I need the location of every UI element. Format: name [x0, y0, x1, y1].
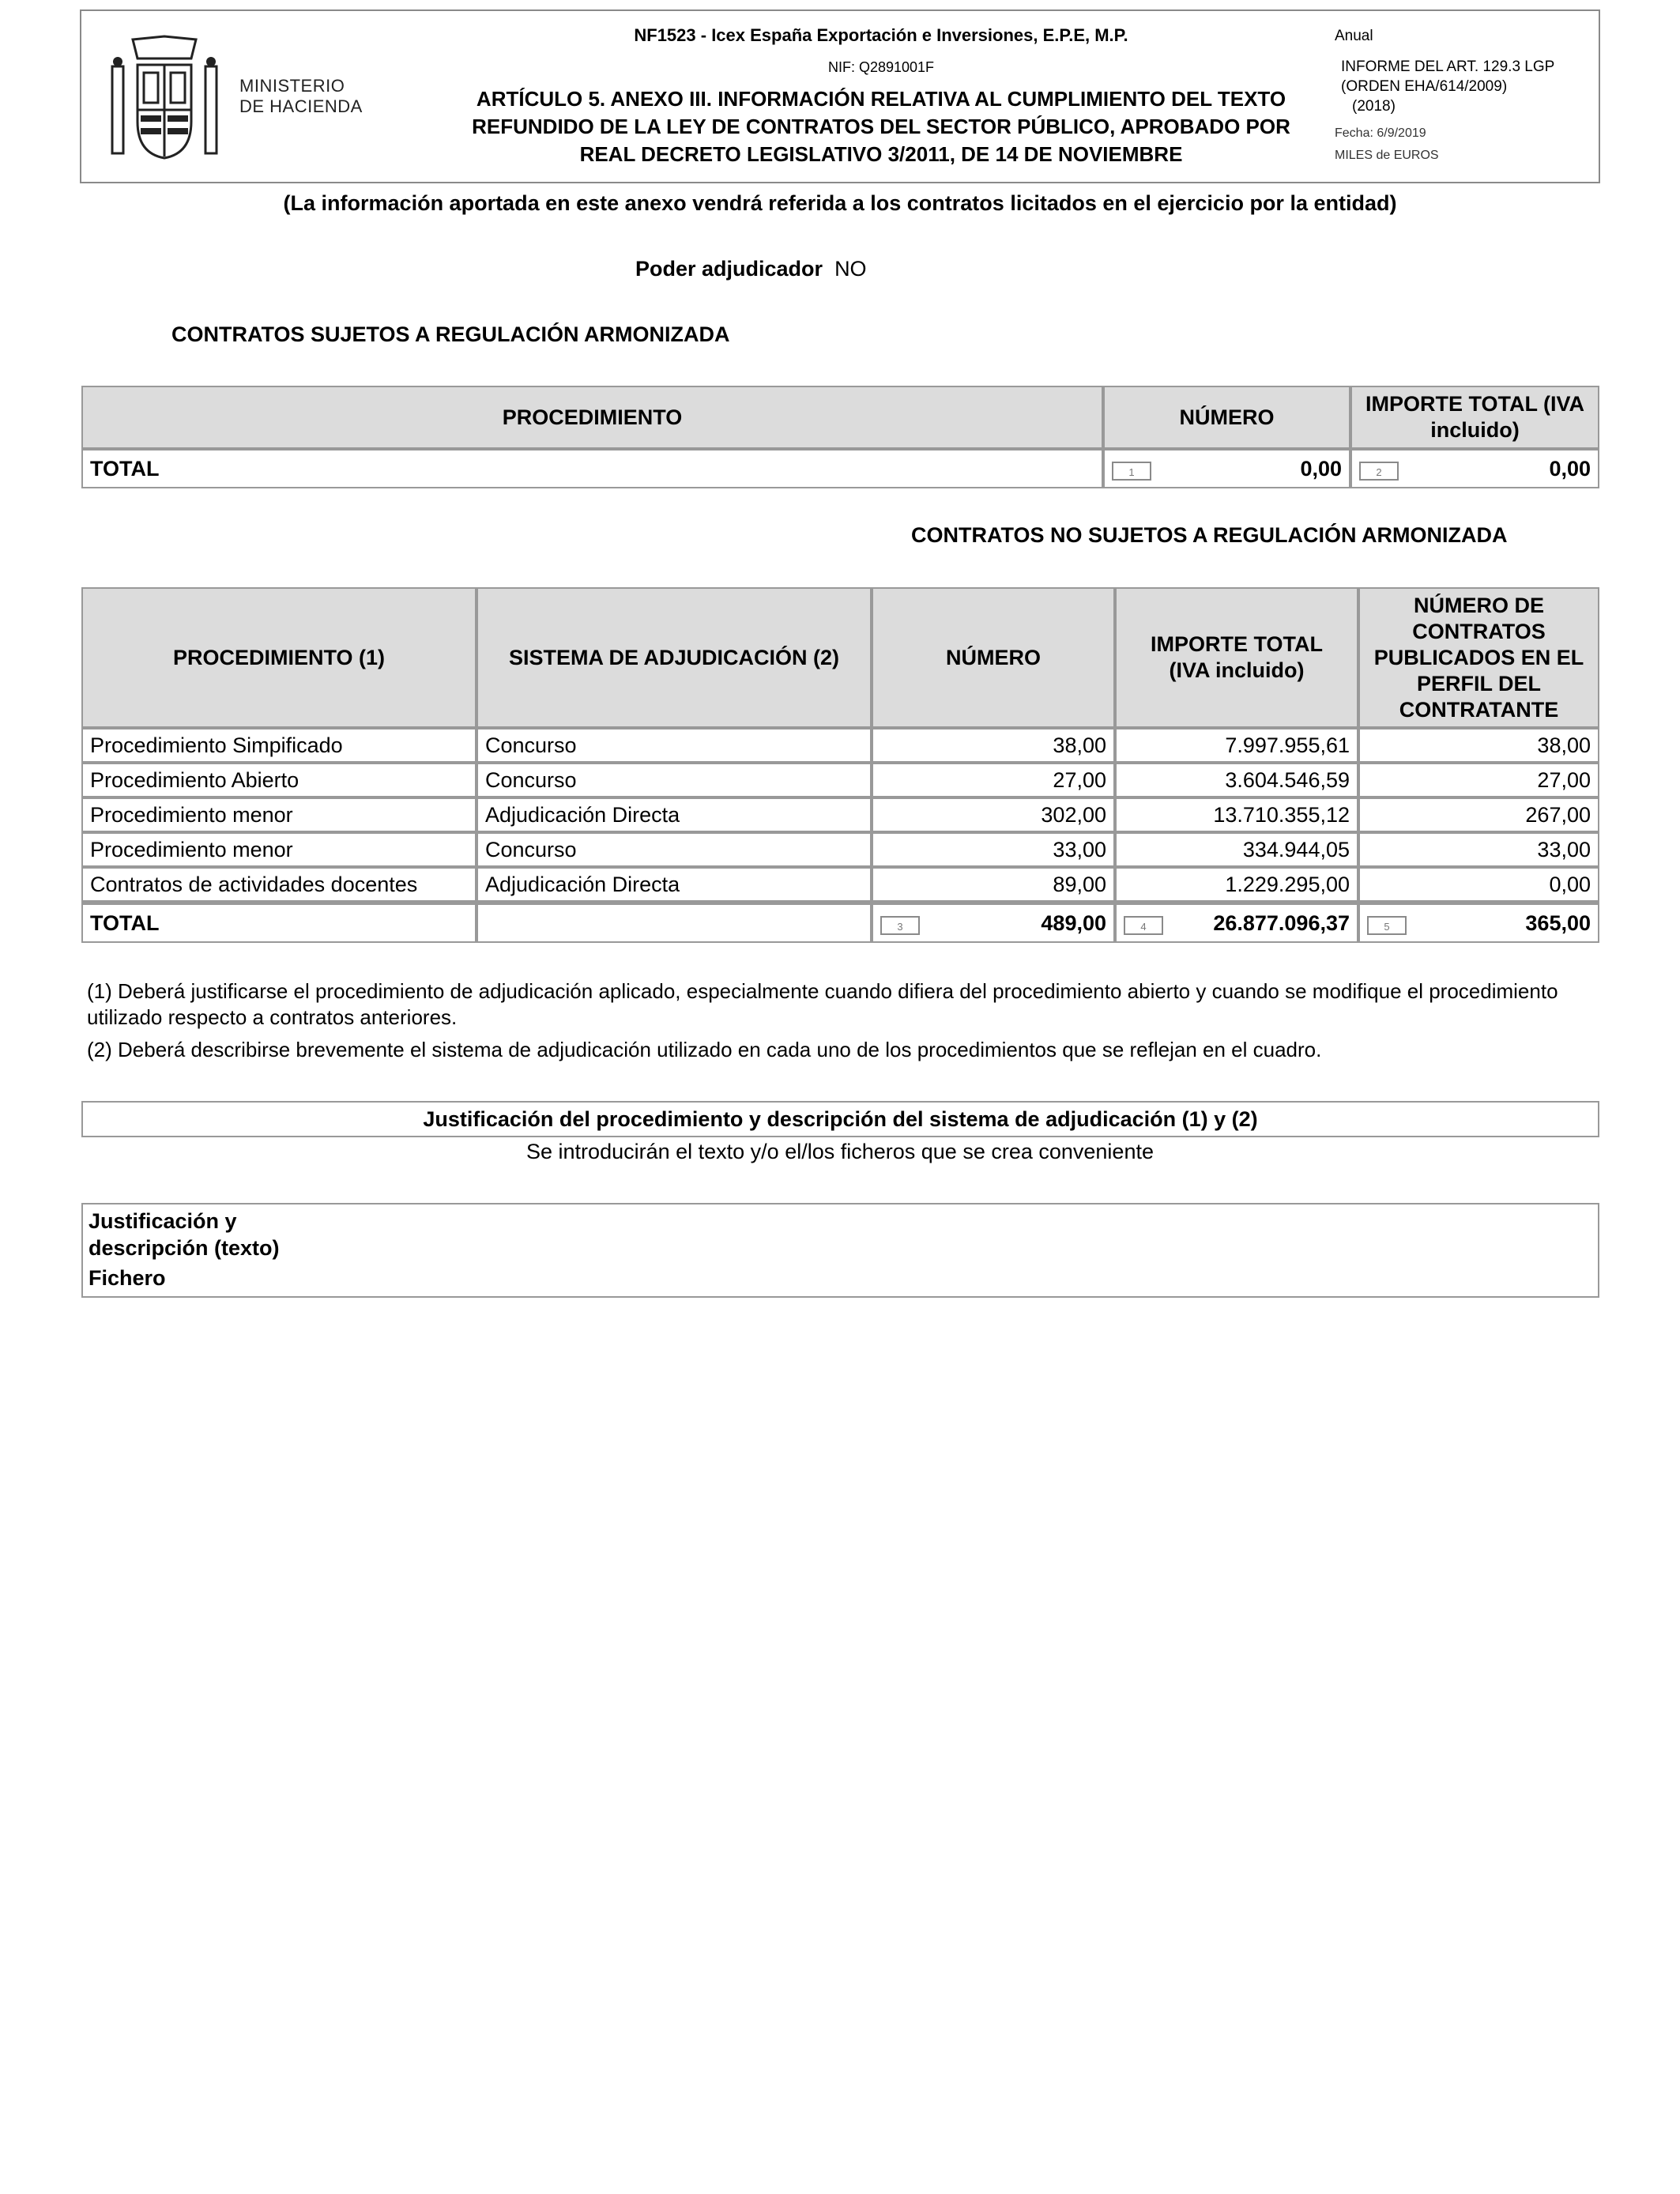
- col-procedimiento: PROCEDIMIENTO: [81, 386, 1103, 449]
- cell-importe: 13.710.355,12: [1115, 797, 1358, 832]
- total-numero-cell: [872, 902, 1115, 943]
- total-row: [81, 902, 1599, 943]
- cell-publicados: 27,00: [1358, 763, 1599, 797]
- article-title: [435, 85, 1328, 168]
- cell-procedimiento: Procedimiento menor: [81, 797, 477, 832]
- article-title-line-3: REAL DECRETO LEGISLATIVO 3/2011, DE 14 DE NOVIEMBRE: [579, 142, 1183, 166]
- poder-adjudicador: [635, 257, 867, 281]
- col-numero: NÚMERO: [1103, 386, 1350, 449]
- footnote-1: (1) Deberá justificarse el procedimiento de adjudicación aplicado, especialmente cuando difiera del procedimiento abierto y cuando se modifique el procedimiento utilizado respecto a contratos anteriores.: [87, 979, 1558, 1029]
- article-title-line-2: REFUNDIDO DE LA LEY DE CONTRATOS DEL SECTOR PÚBLICO, APROBADO POR: [472, 115, 1290, 138]
- entity-name: NF1523 - Icex España Exportación e Inversiones, E.P.E, M.P.: [634, 25, 1128, 45]
- field-index: 4: [1124, 916, 1163, 935]
- field-index: 3: [880, 916, 920, 935]
- total-importe-cell: [1115, 902, 1358, 943]
- table-row: [81, 867, 1599, 902]
- cell-importe: 3.604.546,59: [1115, 763, 1358, 797]
- cell-procedimiento: Procedimiento Abierto: [81, 763, 477, 797]
- total-numero: 0,00: [1300, 456, 1342, 481]
- coat-of-arms-icon: [109, 35, 220, 161]
- cell-numero: 302,00: [872, 797, 1115, 832]
- cell-importe: 7.997.955,61: [1115, 728, 1358, 763]
- col-numero: NÚMERO: [872, 587, 1115, 728]
- table-header-row: [81, 587, 1599, 728]
- total-row: [81, 449, 1599, 488]
- cell-numero: 89,00: [872, 867, 1115, 902]
- total-numero-cell: [1103, 449, 1350, 488]
- justification-title: Justificación del procedimiento y descripción del sistema de adjudicación (1) y (2): [81, 1101, 1599, 1137]
- section-non-harmonized-title: CONTRATOS NO SUJETOS A REGULACIÓN ARMONIZADA: [911, 523, 1508, 547]
- total-importe: 0,00: [1549, 456, 1591, 481]
- total-importe-cell: [1350, 449, 1599, 488]
- table-row: [81, 728, 1599, 763]
- ministry-logo-text: [239, 76, 363, 117]
- report-line-1: INFORME DEL ART. 129.3 LGP: [1341, 58, 1555, 75]
- cell-publicados: 267,00: [1358, 797, 1599, 832]
- cell-publicados: 33,00: [1358, 832, 1599, 867]
- section-harmonized-title: CONTRATOS SUJETOS A REGULACIÓN ARMONIZADA: [171, 322, 730, 346]
- table-row: [81, 797, 1599, 832]
- report-line-3: (2018): [1352, 98, 1396, 115]
- cell-procedimiento: Contratos de actividades docentes: [81, 867, 477, 902]
- report-line-2: (ORDEN EHA/614/2009): [1341, 78, 1508, 95]
- cell-publicados: 38,00: [1358, 728, 1599, 763]
- cell-numero: 33,00: [872, 832, 1115, 867]
- col-publicados: NÚMERO DE CONTRATOS PUBLICADOS EN EL PERFIL DEL CONTRATANTE: [1358, 587, 1599, 728]
- footnotes: [87, 978, 1580, 1069]
- table-header-row: [81, 386, 1599, 449]
- total-label: TOTAL: [81, 902, 477, 943]
- cell-sistema: Concurso: [477, 832, 872, 867]
- poder-value: NO: [834, 257, 867, 281]
- total-publicados: 365,00: [1525, 910, 1591, 935]
- footnote-2: (2) Deberá describirse brevemente el sistema de adjudicación utilizado en cada uno de los procedimientos que se reflejan en el cuadro.: [87, 1038, 1322, 1061]
- cell-importe: 1.229.295,00: [1115, 867, 1358, 902]
- cell-sistema: Concurso: [477, 728, 872, 763]
- report-reference: [1341, 57, 1594, 116]
- field-index: 2: [1359, 462, 1399, 481]
- report-date: Fecha: 6/9/2019: [1335, 126, 1426, 140]
- cell-procedimiento: Procedimiento menor: [81, 832, 477, 867]
- cell-importe: 334.944,05: [1115, 832, 1358, 867]
- currency-units: MILES de EUROS: [1335, 149, 1439, 162]
- cell-sistema: Adjudicación Directa: [477, 867, 872, 902]
- info-note: (La información aportada en este anexo vendrá referida a los contratos licitados en el ejercicio por la entidad): [283, 191, 1397, 215]
- total-publicados-cell: [1358, 902, 1599, 943]
- file-label: Fichero: [89, 1266, 166, 1290]
- col-importe: IMPORTE TOTAL (IVA incluido): [1115, 587, 1358, 728]
- justification-hint: Se introducirán el texto y/o el/los ficheros que se crea conveniente: [526, 1140, 1154, 1163]
- col-sistema: SISTEMA DE ADJUDICACIÓN (2): [477, 587, 872, 728]
- table-row: [81, 763, 1599, 797]
- table-row: [81, 832, 1599, 867]
- ministry-line-1: MINISTERIO: [239, 76, 345, 96]
- cell-numero: 27,00: [872, 763, 1115, 797]
- total-label: TOTAL: [81, 449, 1103, 488]
- cell-numero: 38,00: [872, 728, 1115, 763]
- field-index: 1: [1112, 462, 1151, 481]
- non-harmonized-contracts-table: [81, 587, 1599, 943]
- col-procedimiento: PROCEDIMIENTO (1): [81, 587, 477, 728]
- field-index: 5: [1367, 916, 1407, 935]
- entity-nif: NIF: Q2891001F: [827, 59, 935, 75]
- total-sistema-empty: [477, 902, 872, 943]
- harmonized-contracts-table: [81, 386, 1599, 488]
- cell-publicados: 0,00: [1358, 867, 1599, 902]
- poder-label: Poder adjudicador: [635, 257, 823, 281]
- total-importe: 26.877.096,37: [1213, 910, 1350, 935]
- cell-procedimiento: Procedimiento Simpificado: [81, 728, 477, 763]
- article-title-line-1: ARTÍCULO 5. ANEXO III. INFORMACIÓN RELATIVA AL CUMPLIMIENTO DEL TEXTO: [476, 87, 1286, 111]
- ministry-line-2: DE HACIENDA: [239, 96, 363, 116]
- total-numero: 489,00: [1041, 910, 1106, 935]
- cell-sistema: Concurso: [477, 763, 872, 797]
- cell-sistema: Adjudicación Directa: [477, 797, 872, 832]
- justification-text-label: Justificación y descripción (texto): [89, 1209, 280, 1260]
- periodicity-label: Anual: [1335, 28, 1373, 44]
- col-importe: IMPORTE TOTAL (IVA incluido): [1350, 386, 1599, 449]
